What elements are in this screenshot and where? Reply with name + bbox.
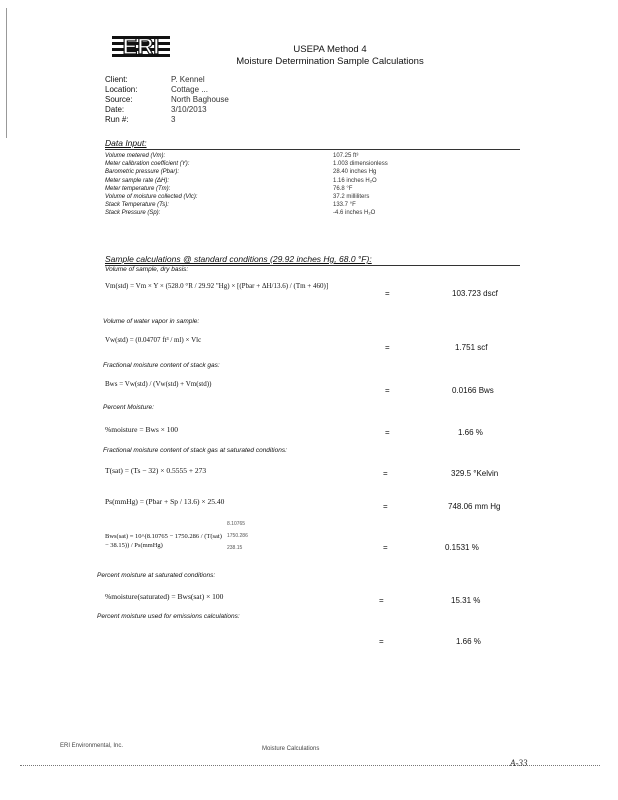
- calc-label-percent-saturated: Percent moisture at saturated conditions:: [97, 572, 216, 579]
- equation-percent-moisture: %moisture = Bws × 100: [105, 425, 179, 434]
- result-stack-pressure: 748.06 mm Hg: [448, 502, 501, 511]
- equation-fractional-moisture: Bws = Vw(std) / (Vw(std) + Vm(std)): [105, 380, 212, 388]
- equals-sign: =: [379, 637, 384, 646]
- equation-stack-pressure: Ps(mmHg) = (Pbar + Sp / 13.6) × 25.40: [105, 497, 225, 506]
- result-water-vapor: 1.751 scf: [455, 343, 488, 352]
- logo-text: ERI: [122, 34, 160, 58]
- info-row-client: Client: P. Kennel: [105, 75, 205, 84]
- result-fractional-moisture: 0.0166 Bws: [452, 386, 494, 395]
- data-input-row: Meter calibration coefficient (Y): 1.003 dimensionless: [105, 161, 388, 168]
- equals-sign: =: [383, 502, 388, 511]
- calc-label-dry-volume: Volume of sample, dry basis:: [105, 266, 189, 273]
- equation-saturated-temp: T(sat) = (Ts − 32) × 0.5555 + 273: [105, 466, 207, 475]
- info-row-date: Date: 3/10/2013: [105, 105, 207, 114]
- info-row-run: Run #: 3: [105, 115, 176, 124]
- data-input-row: Meter temperature (Tm): 76.8 °F: [105, 185, 353, 192]
- data-input-row: Meter sample rate (ΔH): 1.16 inches H₂O: [105, 177, 377, 184]
- equals-sign: =: [379, 596, 384, 605]
- equation-water-vapor: Vw(std) = (0.04707 ft³ / ml) × Vlc: [105, 336, 202, 344]
- data-input-row: Stack Pressure (Sp): -4.6 inches H₂O: [105, 210, 376, 217]
- constant-c: 238.15: [227, 545, 243, 551]
- data-input-row: Barometric pressure (Pbar): 28.40 inches Hg: [105, 169, 377, 176]
- eri-logo: [112, 34, 170, 58]
- data-input-heading: Data Input:: [105, 138, 147, 148]
- equals-sign: =: [383, 543, 388, 552]
- equation-percent-saturated: %moisture(saturated) = Bws(sat) × 100: [105, 592, 224, 601]
- result-percent-moisture: 1.66 %: [458, 428, 483, 437]
- sample-calcs-heading: Sample calculations @ standard conditions (29.92 inches Hg, 68.0 °F):: [105, 254, 372, 264]
- data-input-table: [105, 152, 388, 218]
- calc-label-water-vapor: Volume of water vapor in sample:: [103, 318, 200, 325]
- equation-dry-volume: Vm(std) = Vm × Y × (528.0 °R / 29.92 "Hg) × [(Pbar + ΔH/13.6) / (Tm + 460)]: [105, 282, 329, 290]
- constant-a: 8.10765: [227, 521, 246, 527]
- data-input-row: Volume metered (Vm): 107.25 ft³: [105, 153, 359, 159]
- result-dry-volume: 103.723 dscf: [452, 289, 498, 298]
- calc-label-saturated-temp: Fractional moisture content of stack gas at saturated conditions:: [103, 447, 287, 454]
- footer-company: ERI Environmental, Inc.: [60, 743, 124, 749]
- constant-b: 1750.286: [227, 533, 248, 539]
- calc-label-emissions-moisture: Percent moisture used for emissions calculations:: [97, 613, 240, 620]
- result-percent-saturated: 15.31 %: [451, 596, 481, 605]
- page-title: USEPA Method 4: [293, 44, 367, 55]
- equals-sign: =: [383, 469, 388, 478]
- equation-saturated-moisture: Bws(sat) = 10^(8.10765 − 1750.286 / (T(sat) − 38.15)) / Ps(mmHg): [105, 533, 222, 549]
- equals-sign: =: [385, 428, 390, 437]
- data-input-row: Stack Temperature (Ts): 133.7 °F: [105, 202, 356, 209]
- info-block: [105, 75, 229, 125]
- equals-sign: =: [385, 289, 390, 298]
- page-number: A-33: [510, 758, 528, 768]
- margin-mark: [6, 8, 7, 138]
- data-input-row: Volume of moisture collected (Vlc): 37.2 milliliters: [105, 194, 370, 201]
- result-saturated-moisture: 0.1531 %: [445, 543, 479, 552]
- info-row-source: Source: North Baghouse: [105, 95, 229, 104]
- info-row-location: Location: Cottage ...: [105, 85, 208, 94]
- calc-label-fractional-moisture: Fractional moisture content of stack gas:: [103, 362, 220, 369]
- footer-title: Moisture Calculations: [262, 746, 320, 752]
- equals-sign: =: [385, 386, 390, 395]
- calc-label-percent-moisture: Percent Moisture:: [103, 404, 154, 411]
- page-subtitle: Moisture Determination Sample Calculations: [236, 56, 424, 67]
- result-emissions-moisture: 1.66 %: [456, 637, 481, 646]
- result-saturated-temp: 329.5 °Kelvin: [451, 469, 499, 478]
- equals-sign: =: [385, 343, 390, 352]
- divider: [105, 149, 520, 150]
